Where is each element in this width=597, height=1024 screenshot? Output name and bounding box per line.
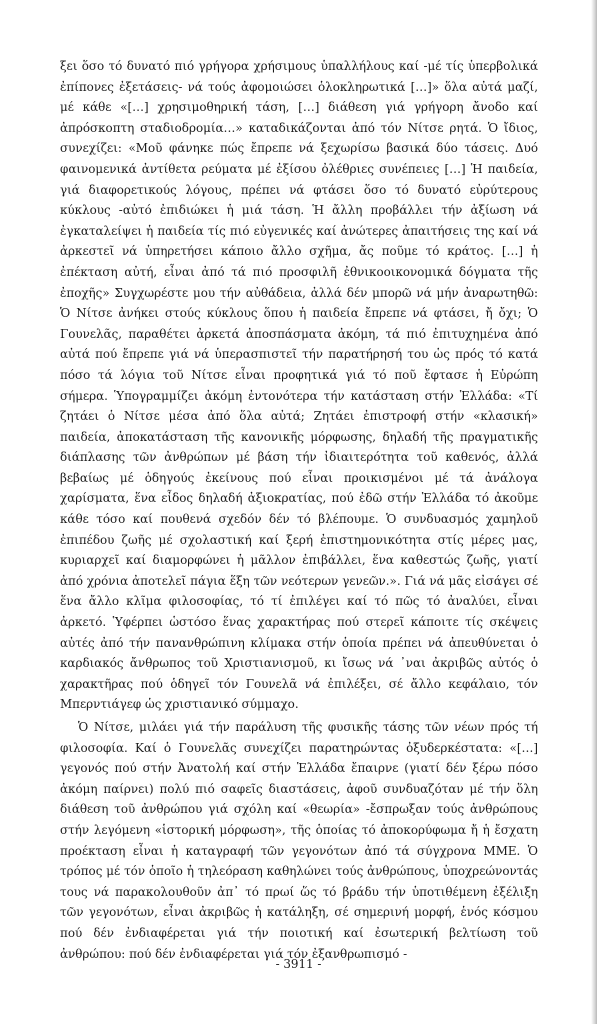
page-edge-shadow bbox=[591, 0, 597, 1024]
paragraph-1: ξει ὅσο τό δυνατό πιό γρήγορα χρήσιμους ὑπαλλήλους καί -μέ τίς ὑπερβολικά ἐπίπονες ἐξετάσεις- νά τούς ἀφομοιώσει ὁλοκληρωτικά […]» ὅλα αὐτά μαζί, μέ κάθε «[…] χρησιμοθηρική τάση, […] διάθεση γιά γρήγορη ἄνοδο καί ἀπρόσκοπτη σταδιοδρομία…» καταδικάζονται ἀπό τόν Νίτσε ρητά. Ὁ ἴδιος, συνεχίζει: «Μοῦ φάνηκε πώς ἔπρεπε νά ξεχωρίσω βασικά δύο τάσεις. Δυό φαινομενικά ἀντίθετα ρεύματα μέ ἐξίσου ὀλέθριες συνέπειες […] Ἡ παιδεία, γιά διαφορετικούς λόγους, πρέπει νά φτάσει ὅσο τό δυνατό εὐρύτερους κύκλους -αὐτό ἐπιδιώκει ἡ μιά τάση. Ἡ ἄλλη προβάλλει τήν ἀξίωση νά ἐγκαταλείψει ἡ παιδεία τίς πιό εὐγενικές καί ἀνώτερες ἀπαιτήσεις της καί νά ἀρκεστεῖ νά ὑπηρετήσει κάποιο ἄλλο σχῆμα, ἄς ποῦμε τό κράτος. […] ἡ ἐπέκταση αὐτή, εἶναι ἀπό τά πιό προσφιλῆ ἐθνικοοικονομικά δόγματα τῆς ἐποχῆς» Συγχωρέστε μου τήν αὐθάδεια, ἀλλά δέν μπορῶ νά μήν ἀναρωτηθῶ: Ὁ Νίτσε ἀνήκει στούς κύκλους ὅπου ἡ παιδεία ἔπρεπε νά φτάσει, ἤ ὄχι; Ὁ Γουνελᾶς, παραθέτει ἀρκετά ἀποσπάσματα ἀκόμη, τά πιό ἐπιτυχημένα ἀπό αὐτά πού ἔπρεπε γιά νά ὑπερασπιστεῖ τήν παρατήρησή του ὡς πρός τό κατά πόσο τά λόγια τοῦ Νίτσε εἶναι προφητικά γιά τό ποῦ ἔφτασε ἡ Εὐρώπη σήμερα. Ὑπογραμμίζει ἀκόμη ἐντονότερα τήν κατάσταση στήν Ἑλλάδα: «Τί ζητάει ὁ Νίτσε μέσα ἀπό ὅλα αὐτά; Ζητάει ἐπιστροφή στήν «κλασική» παιδεία, ἀποκατάσταση τῆς κανονικῆς μόρφωσης, δηλαδή τῆς πραγματικῆς διάπλασης τῶν ἀνθρώπων μέ βάση τήν ἰδιαιτερότητα τοῦ καθενός, ἀλλά βεβαίως μέ ὁδηγούς ἐκείνους πού εἶναι προικισμένοι μέ τά ἀνάλογα χαρίσματα, ἕνα εἶδος δηλαδή ἀξιοκρατίας, πού ἐδῶ στήν Ἑλλάδα τό ἀκοῦμε κάθε τόσο καί πουθενά σχεδόν δέν τό βλέπουμε. Ὁ συνδυασμός χαμηλοῦ ἐπιπέδου ζωῆς μέ σχολαστική καί ξερή ἐπιστημονικότητα στίς μέρες μας, κυριαρχεῖ καί διαμορφώνει ἡ μᾶλλον ἐπιβάλλει, ἕνα καθεστώς ζωῆς, γιατί ἀπό χρόνια ἀποτελεῖ πάγια ἕξη τῶν νεότερων γενεῶν.». Γιά νά μᾶς εἰσάγει σέ ἕνα ἄλλο κλῖμα φιλοσοφίας, τό τί ἐπιλέγει καί τό πῶς τό ἀναλύει, εἶναι ἀρκετό. Ὑφέρπει ὡστόσο ἕνας χαρακτήρας πού στερεῖ κάποιτε τίς σκέψεις αὐτές ἀπό τήν πανανθρώπινη κλίμακα στήν ὁποία πρέπει νά ἀπευθύνεται ὁ καρδιακός ἄνθρωπος τοῦ Χριστιανισμοῦ, κι ἴσως νά ᾽ναι ἀκριβῶς αὐτός ὁ χαρακτῆρας πού ὁδηγεῖ τόν Γουνελᾶ νά ἐπιλέξει, σέ ἄλλο κεφάλαιο, τόν Μπερντιάγεφ ὡς χριστιανικό σύμμαχο. bbox=[60, 59, 538, 712]
body-text bbox=[60, 56, 538, 964]
paragraph-2: Ὁ Νίτσε, μιλάει γιά τήν παράλυση τῆς φυσικῆς τάσης τῶν νέων πρός τή φιλοσοφία. Καί ὁ Γουνελᾶς συνεχίζει παρατηρώντας ὀξυδερκέστατα: «[…] γεγονός πού στήν Ἀνατολή καί στήν Ἑλλάδα ἔπαιρνε (γιατί δέν ξέρω πόσο ἀκόμη παίρνει) πολύ πιό σαφεῖς διαστάσεις, ἀφοῦ συνδυαζόταν μέ τήν ὅλη διάθεση τοῦ ἀνθρώπου γιά σχόλη καί «θεωρία» -ἔσπρωξαν τούς ἀνθρώπους στήν λεγόμενη «ἱστορική μόρφωση», τῆς ὁποίας τό ἀποκορύφωμα ἤ ἡ ἔσχατη προέκταση εἶναι ἡ καταγραφή τῶν γεγονότων ἀπό τά σύγχρονα ΜΜΕ. Ὁ τρόπος μέ τόν ὁποῖο ἡ τηλεόραση καθηλώνει τούς ἀνθρώπους, ὑποχρεώνοντάς τους νά παρακολουθοῦν ἀπ᾽ τό πρωί ὥς τό βράδυ τήν ὑποτιθέμενη ἐξέλιξη τῶν γεγονότων, εἶναι ἀκριβῶς ἡ κατάληξη, σέ σημερινή μορφή, ἑνός κόσμου πού δέν ἐνδιαφέρεται γιά τήν ποιοτική καί ἐσωτερική βελτίωση τοῦ ἀνθρώπου: πού δέν ἐνδιαφέρεται γιά τόν ἐξανθρωπισμό - bbox=[60, 720, 538, 961]
page-number: - 3911 - bbox=[275, 957, 322, 971]
